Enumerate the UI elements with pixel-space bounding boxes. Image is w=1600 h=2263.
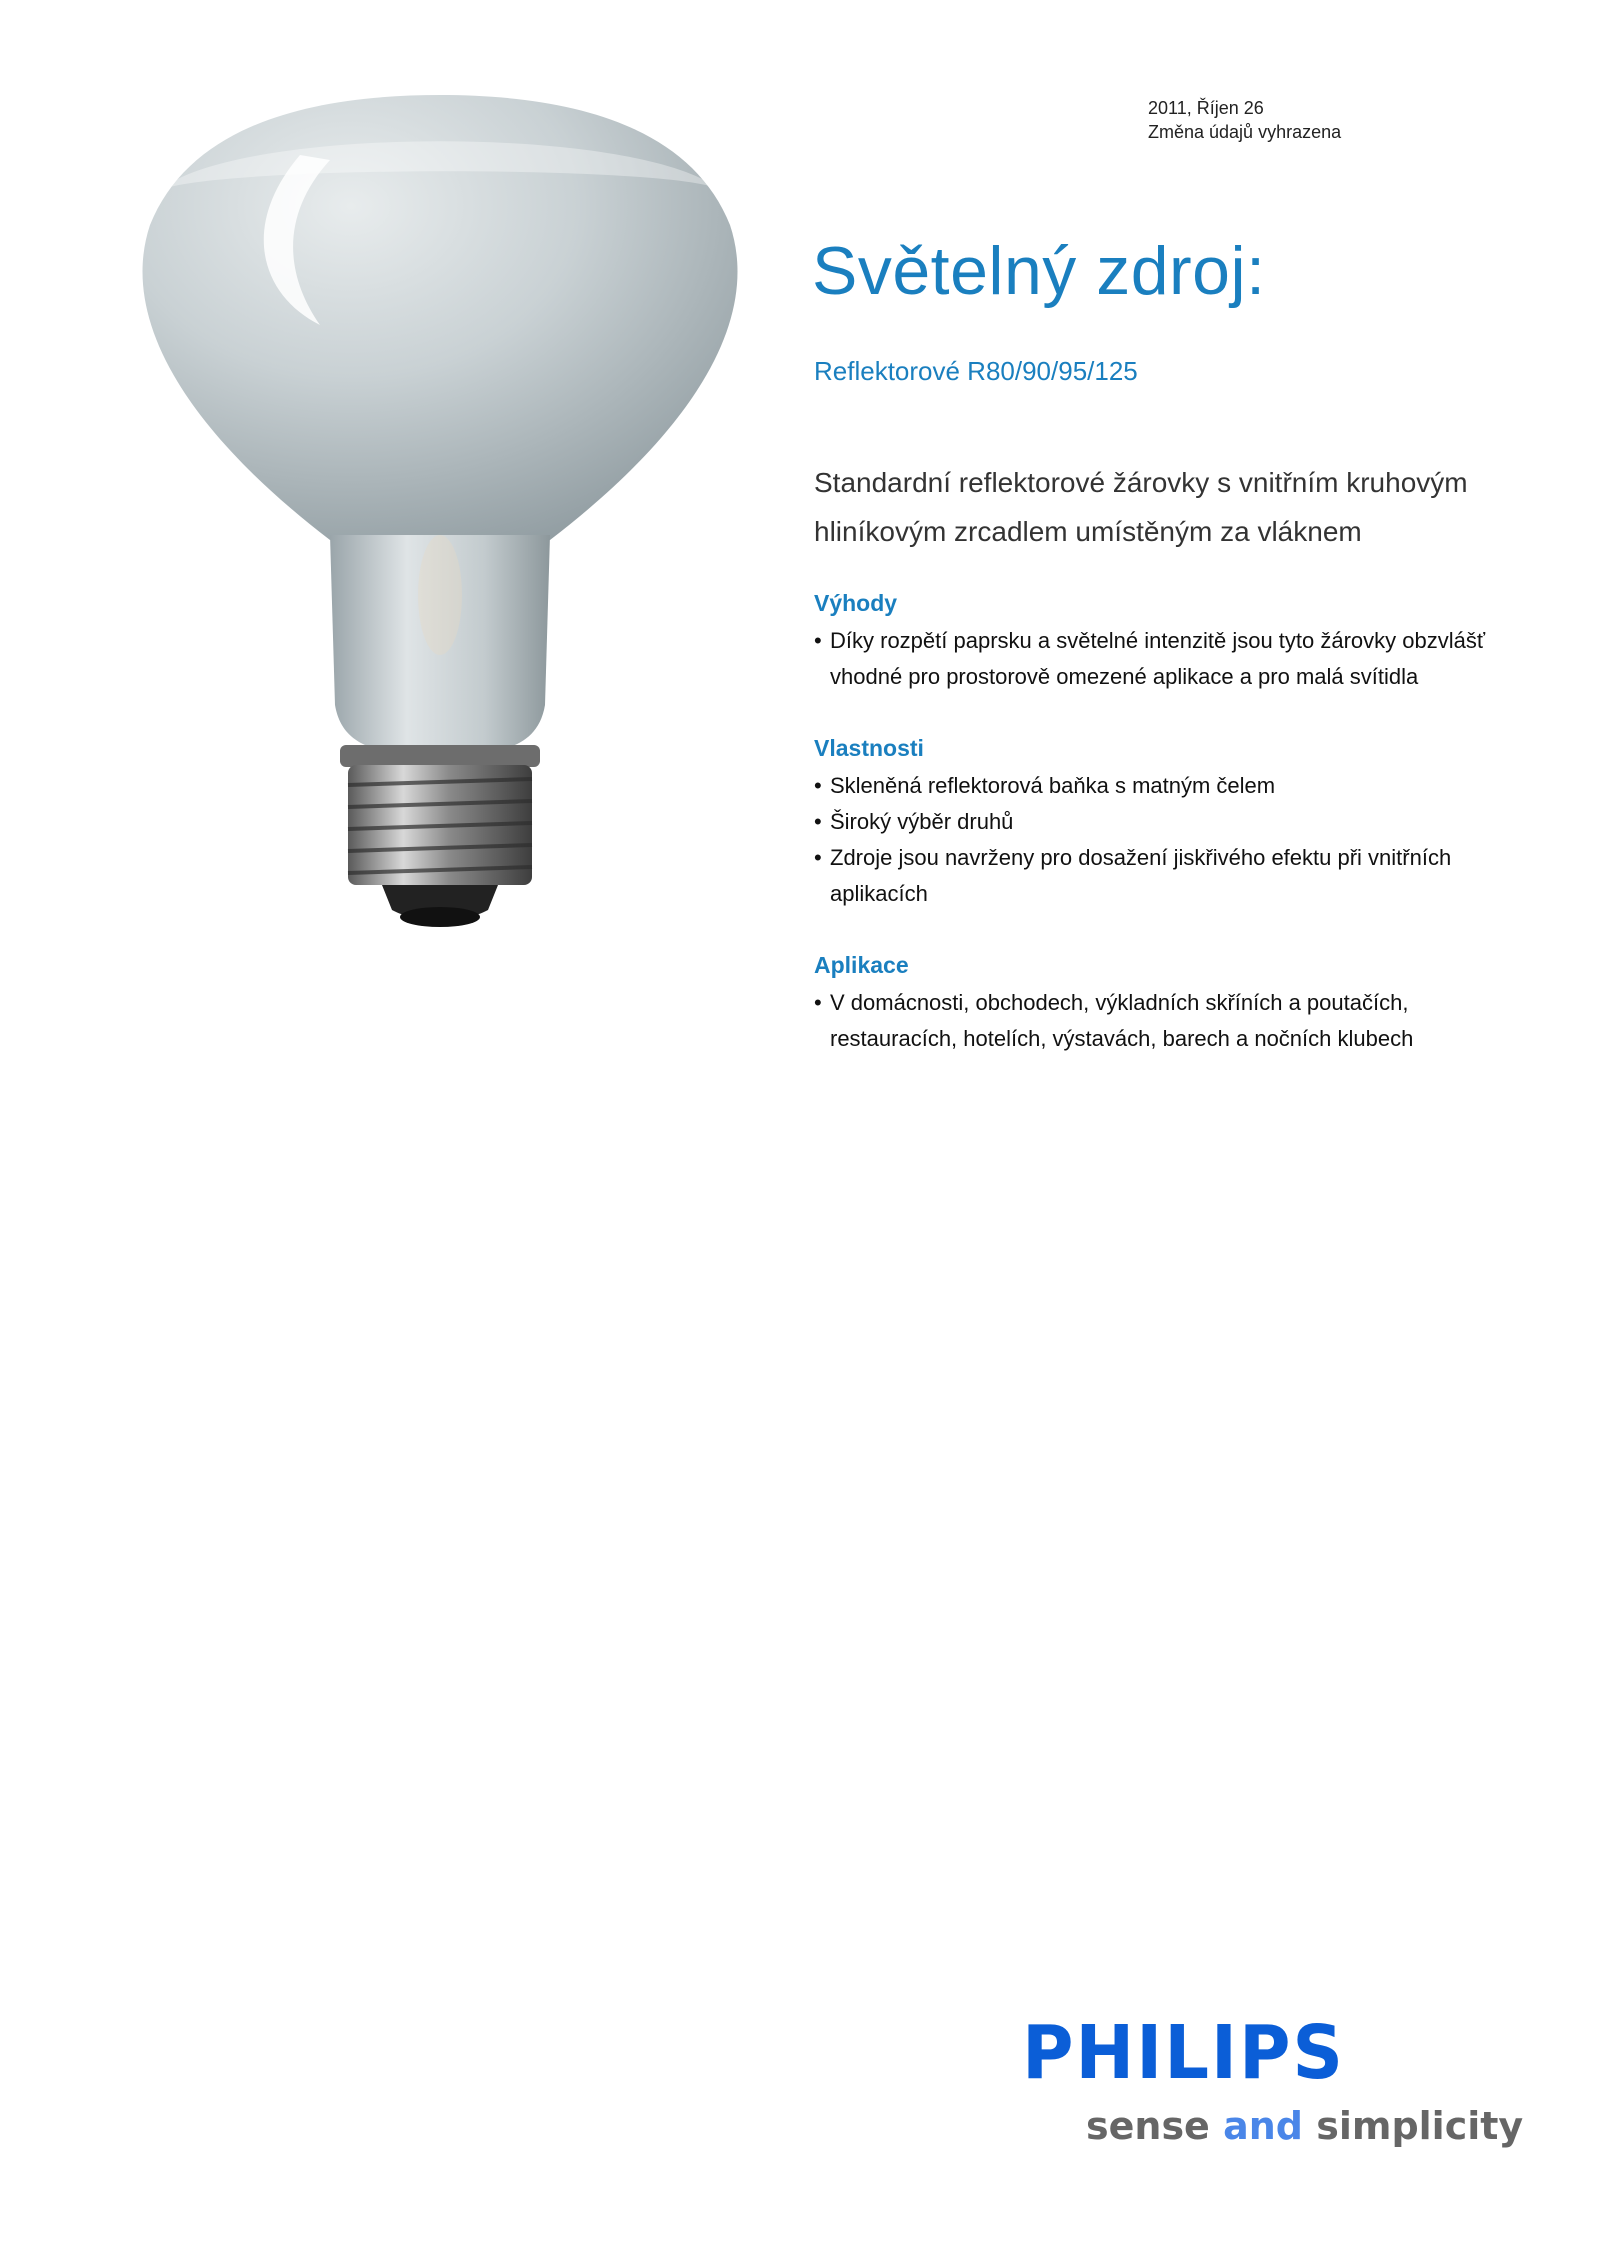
list-item: • Široký výběr druhů xyxy=(814,804,1514,840)
intro-text: Standardní reflektorové žárovky s vnitřním kruhovým hliníkovým zrcadlem umístěným za vláknem xyxy=(814,467,1468,547)
benefits-list xyxy=(814,623,1514,695)
page-title: Světelný zdroj: xyxy=(812,233,1266,309)
features-list xyxy=(814,768,1514,912)
date-block xyxy=(1148,96,1341,144)
section-heading: Vlastnosti xyxy=(814,735,924,761)
list-item: • Skleněná reflektorová baňka s matným čelem xyxy=(814,768,1514,804)
philips-logo: PHILIPS xyxy=(1022,2010,1345,2096)
section-applications xyxy=(814,952,1514,1057)
tagline-part: sense xyxy=(1086,2104,1224,2148)
reflector-bulb-image xyxy=(120,95,760,955)
list-item: • Zdroje jsou navrženy pro dosažení jiskřivého efektu při vnitřních aplikacích xyxy=(814,840,1514,912)
section-heading: Aplikace xyxy=(814,952,909,978)
section-features xyxy=(814,735,1514,912)
disclaimer: Změna údajů vyhrazena xyxy=(1148,122,1342,142)
product-subtitle: Reflektorové R80/90/95/125 xyxy=(814,356,1138,386)
tagline-part: simplicity xyxy=(1302,2104,1524,2148)
section-heading: Výhody xyxy=(814,590,898,616)
list-item: • Díky rozpětí paprsku a světelné intenzitě jsou tyto žárovky obzvlášť vhodné pro prostorově omezené aplikace a pro malá svítidla xyxy=(814,623,1514,695)
list-item: • V domácnosti, obchodech, výkladních skříních a poutačích, restauracích, hotelích, výstavách, barech a nočních klubech xyxy=(814,985,1514,1057)
brand-tagline xyxy=(1086,2104,1523,2148)
document-date: 2011, Říjen 26 xyxy=(1148,98,1264,118)
section-benefits xyxy=(814,590,1514,695)
tagline-part: and xyxy=(1223,2104,1303,2148)
applications-list xyxy=(814,985,1514,1057)
